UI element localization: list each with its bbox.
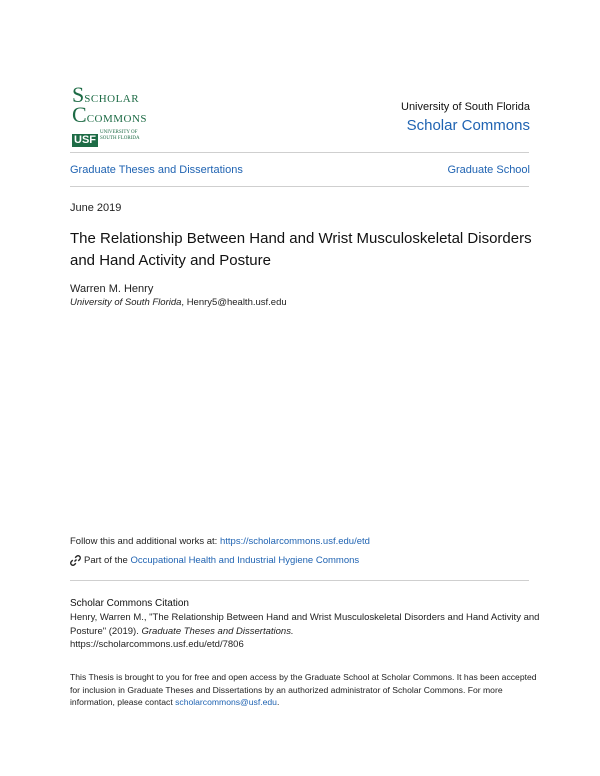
usf-text: [100, 130, 140, 141]
part-of-prefix: Part of the: [84, 555, 128, 566]
logo-commons-row: CCOMMONS: [72, 102, 148, 127]
citation-url: https://scholarcommons.usf.edu/etd/7806: [70, 639, 244, 650]
collection-link[interactable]: Graduate Theses and Dissertations: [70, 164, 243, 176]
header-block: [401, 101, 530, 134]
citation-text: [70, 611, 540, 652]
follow-link[interactable]: https://scholarcommons.usf.edu/etd: [219, 536, 370, 547]
contact-email-link[interactable]: scholarcommons@usf.edu: [175, 697, 277, 707]
logo-wordmark: SSCHOLAR: [72, 82, 140, 107]
citation-series: Graduate Theses and Dissertations.: [141, 625, 294, 637]
affiliation-name: University of South Florida: [70, 297, 182, 308]
notice-text: This Thesis is brought to you for free and open access by the Graduate School at Scholar Commons. It has been accepted for inclusion in Graduate Theses and Dissertations by an authorized administrator of Scholar Commons. For more information, please contact: [70, 672, 537, 707]
school-link[interactable]: Graduate School: [447, 164, 530, 176]
follow-line: [70, 536, 370, 547]
logo-commons-text: COMMONS: [86, 113, 148, 125]
author-name: Warren M. Henry: [70, 283, 154, 295]
part-of-line: [70, 555, 359, 566]
paper-title[interactable]: The Relationship Between Hand and Wrist Musculoskeletal Disorders and Hand Activity and Posture: [70, 230, 532, 269]
citation-main: Henry, Warren M., "The Relationship Between Hand and Wrist Musculoskeletal Disorders and Hand Activity and Posture" (2019).: [70, 612, 540, 637]
repository-link[interactable]: Scholar Commons: [406, 117, 530, 134]
publication-date: June 2019: [70, 202, 122, 214]
scholar-commons-logo[interactable]: [72, 82, 162, 146]
access-notice: [70, 671, 540, 709]
usf-line1: UNIVERSITY OF: [100, 130, 138, 135]
notice-end: .: [276, 697, 280, 707]
author-email: , Henry5@health.usf.edu: [181, 297, 287, 308]
follow-prefix: Follow this and additional works at:: [70, 536, 220, 547]
usf-line2: SOUTH FLORIDA: [100, 135, 140, 141]
author-affiliation: [70, 297, 287, 308]
logo-usf-row: [72, 130, 162, 148]
usf-badge: USF: [74, 134, 96, 146]
citation-heading: Scholar Commons Citation: [70, 598, 189, 609]
discipline-link[interactable]: Occupational Health and Industrial Hygiene Commons: [130, 555, 360, 566]
logo-scholar-text: SCHOLAR: [84, 93, 140, 105]
divider-citation: [70, 580, 529, 581]
divider-nav: [70, 186, 529, 187]
divider-top: [70, 152, 529, 153]
link-icon: [70, 555, 81, 566]
university-name: University of South Florida: [401, 101, 530, 113]
